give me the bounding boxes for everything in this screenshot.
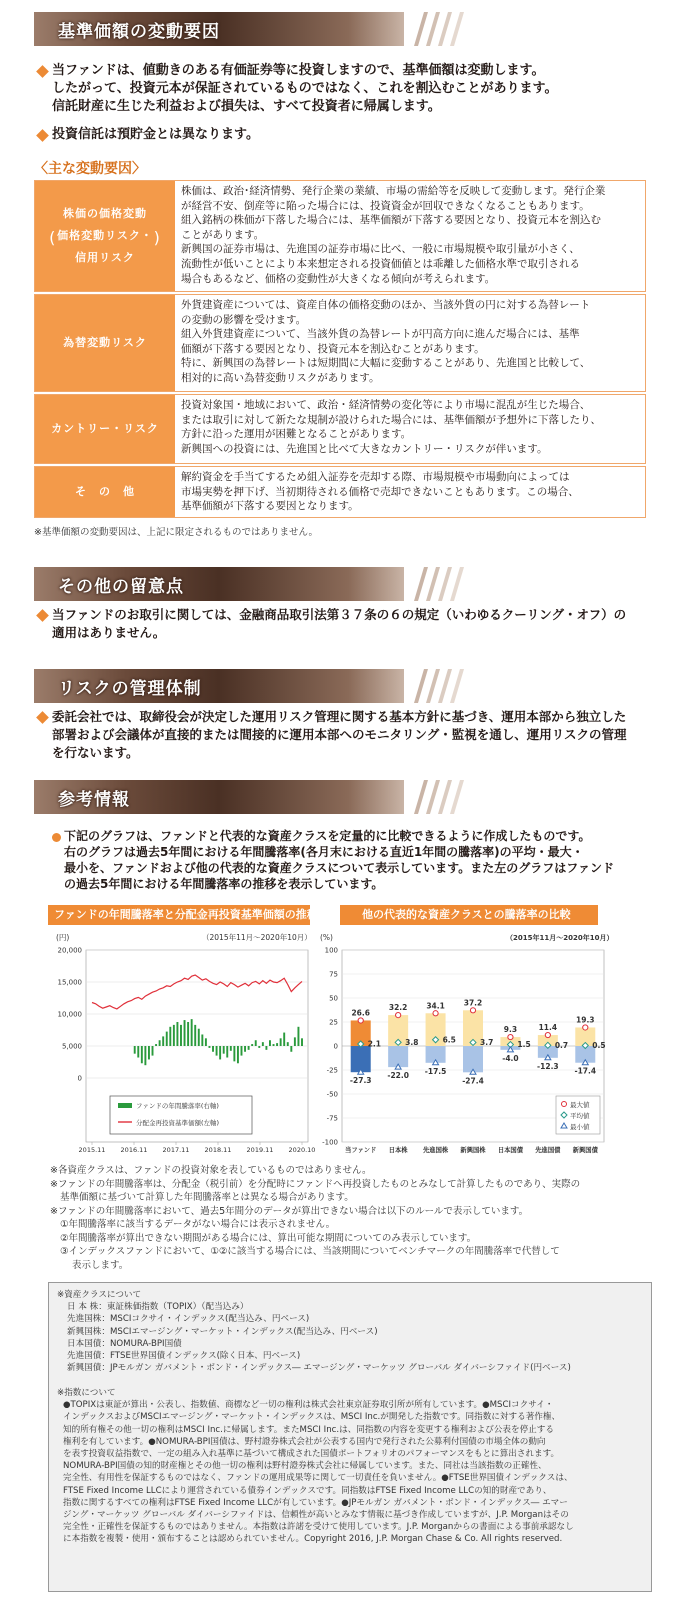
right-y-tick-label: -100 (322, 1138, 338, 1147)
left-y-tick-label: 5,000 (61, 1042, 82, 1051)
return-bar (233, 1046, 235, 1061)
max-marker (545, 1032, 550, 1037)
risk-mgmt-bullet: 委託会社では、取締役会が決定した運用リスク管理に関する基本方針に基づき、運用本部から独立した 部署および会議体が直接的または間接的に運用本部へのモニタリング・監視を通し、運用リスクの管理 を行ないます。 (34, 708, 664, 762)
factors-note: ※基準価額の変動要因は、上記に限定されるものではありません。 (34, 527, 319, 538)
section-header-risk-mgmt (34, 669, 464, 703)
return-bar (212, 1046, 214, 1052)
factor-body: 投資対象国・地域において、政治・経済情勢の変化等により市場に混乱が生じた場合、 または取引に対して新たな規制が設けられた場合には、基準価額が予想外に下落したり、 方針に沿った運用が困難となることがあります。 新興国への投資には、先進国と比べて大きなカントリー・リスクが伴います。 (181, 399, 601, 455)
asset-class-title: ※資産クラスについて (57, 1290, 142, 1300)
return-bar (205, 1038, 207, 1046)
return-bar (219, 1046, 221, 1059)
max-value-label: 19.3 (576, 1015, 595, 1025)
factor-row-price (34, 180, 646, 292)
factor-row-other (34, 466, 646, 518)
return-bar (223, 1046, 225, 1054)
asset-class-comparison-chart (314, 928, 616, 1160)
return-bar (241, 1046, 243, 1056)
left-axis-unit: (円) (56, 933, 70, 942)
return-bar (187, 1022, 189, 1046)
factor-body: 外貨建資産については、資産自体の価格変動のほか、当該外貨の円に対する為替レート の変動の影響を受けます。 組入外貨建資産について、当該外貨の為替レートが円高方向に進んだ場合には、基準 価額が下落する要因となり、投資元本を割込むことがあります。 特に、新興国の為替レートは短期間に大幅に変動することがあり、先進国と比較して、 相対的に高い為替変動リスクがあります。 (181, 299, 591, 384)
factor-body: 株価は、政治･経済情勢、発行企業の業績、市場の需給等を反映して変動します。発行企業 が経営不安、倒産等に陥った場合には、投資資金が回収できなくなることもあります。 組入銘柄の株価が下落した場合には、基準価額が下落する要因となり、投資元本を割込む ことがあります。 新興国の証券市場は、先進国の証券市場に比べ、一般に市場規模や取引量が小さく、 流動性が低いことにより本来想定される投資価値とは乖離した価格水準で取引される 場合もあるなど、価格の変動性が大きくなる傾向が考えられます。 (181, 185, 606, 285)
return-bar (198, 1029, 200, 1046)
return-bar (262, 1042, 264, 1046)
return-bar (230, 1046, 232, 1051)
factor-label: そ の 他 (35, 467, 175, 517)
return-bar (287, 1042, 289, 1046)
min-value-label: -22.0 (387, 1071, 409, 1081)
min-value-label: -17.5 (424, 1066, 447, 1076)
return-bar (180, 1025, 182, 1046)
right-y-tick-label: 50 (329, 994, 338, 1003)
left-y-tick-label: 20,000 (57, 946, 82, 955)
svg-text:平均値: 平均値 (570, 1112, 590, 1120)
return-bar (297, 1027, 299, 1046)
index-disclaimer: ●TOPIXは東証が算出・公表し、指数値、商標など一切の権利は株式会社東京証券取引所が所有しています。●MSCIコクサイ・ インデックスおよびMSCIエマージング・マーケット・インデックスは、MSCI Inc.が開発した指数です。同指数に対する著作権、 知的所有権その他一切の権利はMSCI Inc.に帰属します。またMSCI Inc.は、同指数の内容を変更する権利および公表を停止する 権利を有しています。●NOMURA-BPI国債は、野村證券株式会社が公表する国内で発行された公募利付国債の市場全体の動向 を表す投資収益指数で、一定の組み入れ基準に基づいて構成された国債ポートフォリオのパフォーマンスをもとに算出されます。 NOMURA-BPI国債の知的財産権とその他一切の権利は野村證券株式会社に帰属しています。また、同社は当該指数の正確性、 完全性、有用性を保証するものではなく、ファンドの運用成果等に関して一切責任を負いません。●FTSE世界国債インデックスは、 FTSE Fixed Income LLCにより運営されている債券インデックスです。同指数はFTSE Fixed Income LLCの知的財産であり、 指数に関するすべての権利はFTSE Fixed Income LLCが有しています。●JPモルガン ガバメント・ボンド・インデックス― エマー ジング・マーケッツ グローバル ダイバーシファイドは、信頼性が高いとみなす情報に基づき作成していますが、J.P. Morganはその 完全性・正確性を保証するものではありません。本指数は許諾を受けて使用しています。J.P. Morganからの書面による事前承認なし に本指数を複製・使用・頒布することは認められていません。Copyright 2016, J.P. Morgan Chase & Co. All rights reserved. (63, 1400, 574, 1545)
return-bar (280, 1038, 282, 1046)
stripes-decoration (406, 567, 464, 601)
return-bar (155, 1044, 157, 1046)
right-y-tick-label: -75 (326, 1114, 338, 1123)
return-bar (301, 1038, 303, 1046)
avg-value-label: 2.1 (367, 1039, 382, 1049)
fund-return-nav-chart (46, 928, 336, 1160)
legend-bar-swatch (118, 1103, 132, 1108)
min-value-label: -12.3 (537, 1061, 559, 1071)
return-bar (248, 1046, 250, 1050)
min-value-label: -17.4 (574, 1066, 597, 1076)
factor-row-country (34, 394, 646, 464)
factor-label: カントリー・リスク (35, 395, 175, 463)
right-chart-period: （2015年11月～2020年10月） (506, 934, 614, 942)
svg-text:最大値: 最大値 (570, 1101, 590, 1109)
avg-value-label: 6.5 (442, 1035, 456, 1045)
max-value-label: 26.6 (351, 1008, 370, 1018)
category-label: 新興国株 (460, 1147, 486, 1154)
left-chart-period: （2015年11月～2020年10月） (202, 933, 312, 942)
stripes-decoration (406, 12, 464, 46)
avg-value-label: 0.7 (554, 1040, 569, 1050)
right-chart-header: 他の代表的な資産クラスとの騰落率の比較 (340, 905, 598, 925)
right-y-tick-label: -25 (326, 1066, 338, 1075)
return-bar (169, 1027, 171, 1046)
return-bar (255, 1040, 257, 1046)
max-marker (433, 1011, 438, 1016)
max-value-label: 37.2 (463, 998, 483, 1008)
avg-value-label: 3.8 (405, 1037, 419, 1047)
return-bar (290, 1046, 292, 1052)
return-bar (141, 1046, 143, 1063)
left-y-tick-label: 0 (77, 1074, 82, 1083)
min-value-label: -27.4 (462, 1076, 484, 1086)
left-y-tick-label: 10,000 (57, 1010, 82, 1019)
intro-bullet-1: 当ファンドは、値動きのある有価証券等に投資しますので、基準価額は変動します。 したがって、投資元本が保証されているものではなく、これを割込むことがあります。 信託財産に生じた利益および損失は、すべて投資者に帰属します。 (34, 62, 664, 116)
category-label: 日本国債 (497, 1147, 524, 1154)
return-bar (273, 1044, 275, 1046)
right-chart-legend (556, 1096, 600, 1134)
return-bar (173, 1025, 175, 1046)
section-header-other-notice (34, 567, 464, 601)
return-bar (294, 1037, 296, 1046)
left-x-tick-label: 2019.11 (246, 1146, 274, 1154)
index-info-box (48, 1282, 652, 1592)
return-bar (144, 1046, 146, 1065)
return-bar (283, 1033, 285, 1046)
max-marker (396, 1012, 401, 1017)
max-value-label: 11.4 (538, 1023, 558, 1033)
return-bar (166, 1032, 168, 1046)
return-bar (216, 1046, 218, 1056)
other-notice-bullet: 当ファンドのお取引に関しては、金融商品取引法第３７条の６の規定（いわゆるクーリング・オフ）の 適用はありません。 (34, 606, 664, 642)
factor-row-fx (34, 294, 646, 392)
left-x-tick-label: 2016.11 (120, 1146, 148, 1154)
max-value-label: 34.1 (426, 1001, 445, 1011)
left-x-tick-label: 2018.11 (204, 1146, 232, 1154)
factors-title: 〈主な変動要因〉 (34, 161, 146, 177)
return-bar (194, 1025, 196, 1046)
category-label: 当ファンド (345, 1147, 377, 1154)
return-bar (184, 1020, 186, 1046)
return-bar (176, 1022, 178, 1046)
max-marker (508, 1034, 513, 1039)
category-label: 日本株 (388, 1147, 408, 1154)
left-x-tick-label: 2015.11 (78, 1146, 106, 1154)
min-value-label: -4.0 (502, 1053, 519, 1063)
return-bar (137, 1046, 139, 1058)
return-bar (152, 1046, 154, 1056)
section-title: 基準価額の変動要因 (58, 22, 220, 42)
return-bar (191, 1019, 193, 1046)
return-bar (226, 1046, 228, 1058)
svg-text:最小値: 最小値 (570, 1123, 590, 1131)
min-value-label: -27.3 (349, 1076, 372, 1086)
return-bar (265, 1046, 267, 1050)
right-y-tick-label: 25 (329, 1018, 338, 1027)
section-title: その他の留意点 (58, 577, 184, 597)
legend-line-label: 分配金再投資基準価額(左軸) (136, 1119, 220, 1127)
return-bar (201, 1034, 203, 1046)
left-chart-header: ファンドの年間騰落率と分配金再投資基準価額の推移 (48, 905, 310, 925)
stripes-decoration (406, 780, 464, 814)
left-x-tick-label: 2017.11 (162, 1146, 190, 1154)
return-bar (162, 1036, 164, 1046)
stripes-decoration (406, 669, 464, 703)
left-chart-legend (110, 1096, 252, 1134)
legend-bar-label: ファンドの年間騰落率(右軸) (136, 1102, 219, 1110)
right-y-tick-label: 0 (333, 1042, 338, 1051)
category-label: 先進国株 (422, 1147, 449, 1154)
return-bar (251, 1044, 253, 1046)
left-y-tick-label: 15,000 (57, 978, 82, 987)
category-label: 先進国債 (535, 1147, 561, 1154)
legend-max-marker (562, 1102, 567, 1107)
return-bar (208, 1046, 210, 1048)
return-bar (148, 1046, 150, 1059)
reference-paragraph: 下記のグラフは、ファンドと代表的な資産クラスを定量的に比較できるように作成したものです。 右のグラフは過去5年間における年間騰落率(各月末における直近1年間の騰落率)の平均・最大・ 最小を、ファンドおよび他の代表的な資産クラスについて表示しています。また左のグラフはファンド の過去5年間における年間騰落率の推移を表示しています。 (64, 829, 614, 891)
avg-value-label: 3.7 (480, 1037, 494, 1047)
factor-label: 為替変動リスク (35, 295, 175, 391)
right-axis-unit: (%) (320, 933, 333, 942)
max-value-label: 32.2 (388, 1003, 408, 1013)
avg-value-label: 0.5 (592, 1041, 606, 1051)
factor-body: 解約資金を手当てするため組入証券を売却する際、市場規模や市場動向によっては 市場実勢を押下げ、当初期待される価格で売却できないこともあります。この場合、 基準価額が下落する要因となります。 (181, 471, 579, 513)
return-bar (258, 1046, 260, 1048)
category-label: 新興国債 (572, 1147, 598, 1154)
intro-bullet-2: 投資信託は預貯金とは異なります。 (34, 126, 664, 144)
circle-bullet-icon (52, 833, 61, 842)
factor-label: 株価の価格変動 ( 価格変動リスク・ 信用リスク ) (35, 181, 175, 291)
left-x-tick-label: 2020.10 (288, 1146, 316, 1154)
index-title: ※指数について (57, 1388, 116, 1398)
return-bar (276, 1043, 278, 1046)
max-marker (470, 1008, 475, 1013)
section-title: リスクの管理体制 (58, 679, 202, 699)
avg-value-label: 1.5 (517, 1040, 531, 1050)
section-title: 参考情報 (58, 790, 130, 810)
return-bar (244, 1046, 246, 1052)
asset-class-list: 日 本 株：東証株価指数（TOPIX）（配当込み） 先進国株：MSCIコクサイ・インデックス(配当込み、円ベース) 新興国株：MSCIエマージング・マーケット・インデックス(配当込み、円ベース) 日本国債：NOMURA-BPI国債 先進国債：FTSE世界国債インデックス(除く日本、円ベース) 新興国債：JPモルガン ガバメント・ボンド・インデックス― エマージング・マーケッツ グローバル ダイバーシファイド(円ベース) (67, 1302, 571, 1374)
return-bar (134, 1046, 136, 1054)
right-y-tick-label: 100 (324, 946, 338, 955)
return-bar (237, 1046, 239, 1063)
section-header-reference (34, 780, 464, 814)
max-marker (358, 1018, 363, 1023)
chart-notes: ※各資産クラスは、ファンドの投資対象を表しているものではありません。 ※ファンドの年間騰落率は、分配金（税引前）を分配時にファンドへ再投資したものとみなして計算したものであり、実際の 基準価額に基づいて計算した年間騰落率とは異なる場合があります。 ※ファンドの年間騰落率において、過去5年間分のデータが算出できない場合は以下のルールで表示しています。 ①年間騰落率に該当するデータがない場合には表示されません。 ②年間騰落率が算出できない期間がある場合には、算出可能な期間についてのみ表示しています。 ③インデックスファンドにおいて、①②に該当する場合には、当該期間についてベンチマークの年間騰落率で代替して 表示します。 (50, 1165, 581, 1271)
right-y-tick-label: 75 (329, 970, 338, 979)
return-bar (159, 1040, 161, 1046)
section-header-nav-factors (34, 12, 464, 46)
right-y-tick-label: -50 (326, 1090, 338, 1099)
max-value-label: 9.3 (503, 1025, 518, 1035)
return-bar (269, 1040, 271, 1046)
max-marker (583, 1025, 588, 1030)
